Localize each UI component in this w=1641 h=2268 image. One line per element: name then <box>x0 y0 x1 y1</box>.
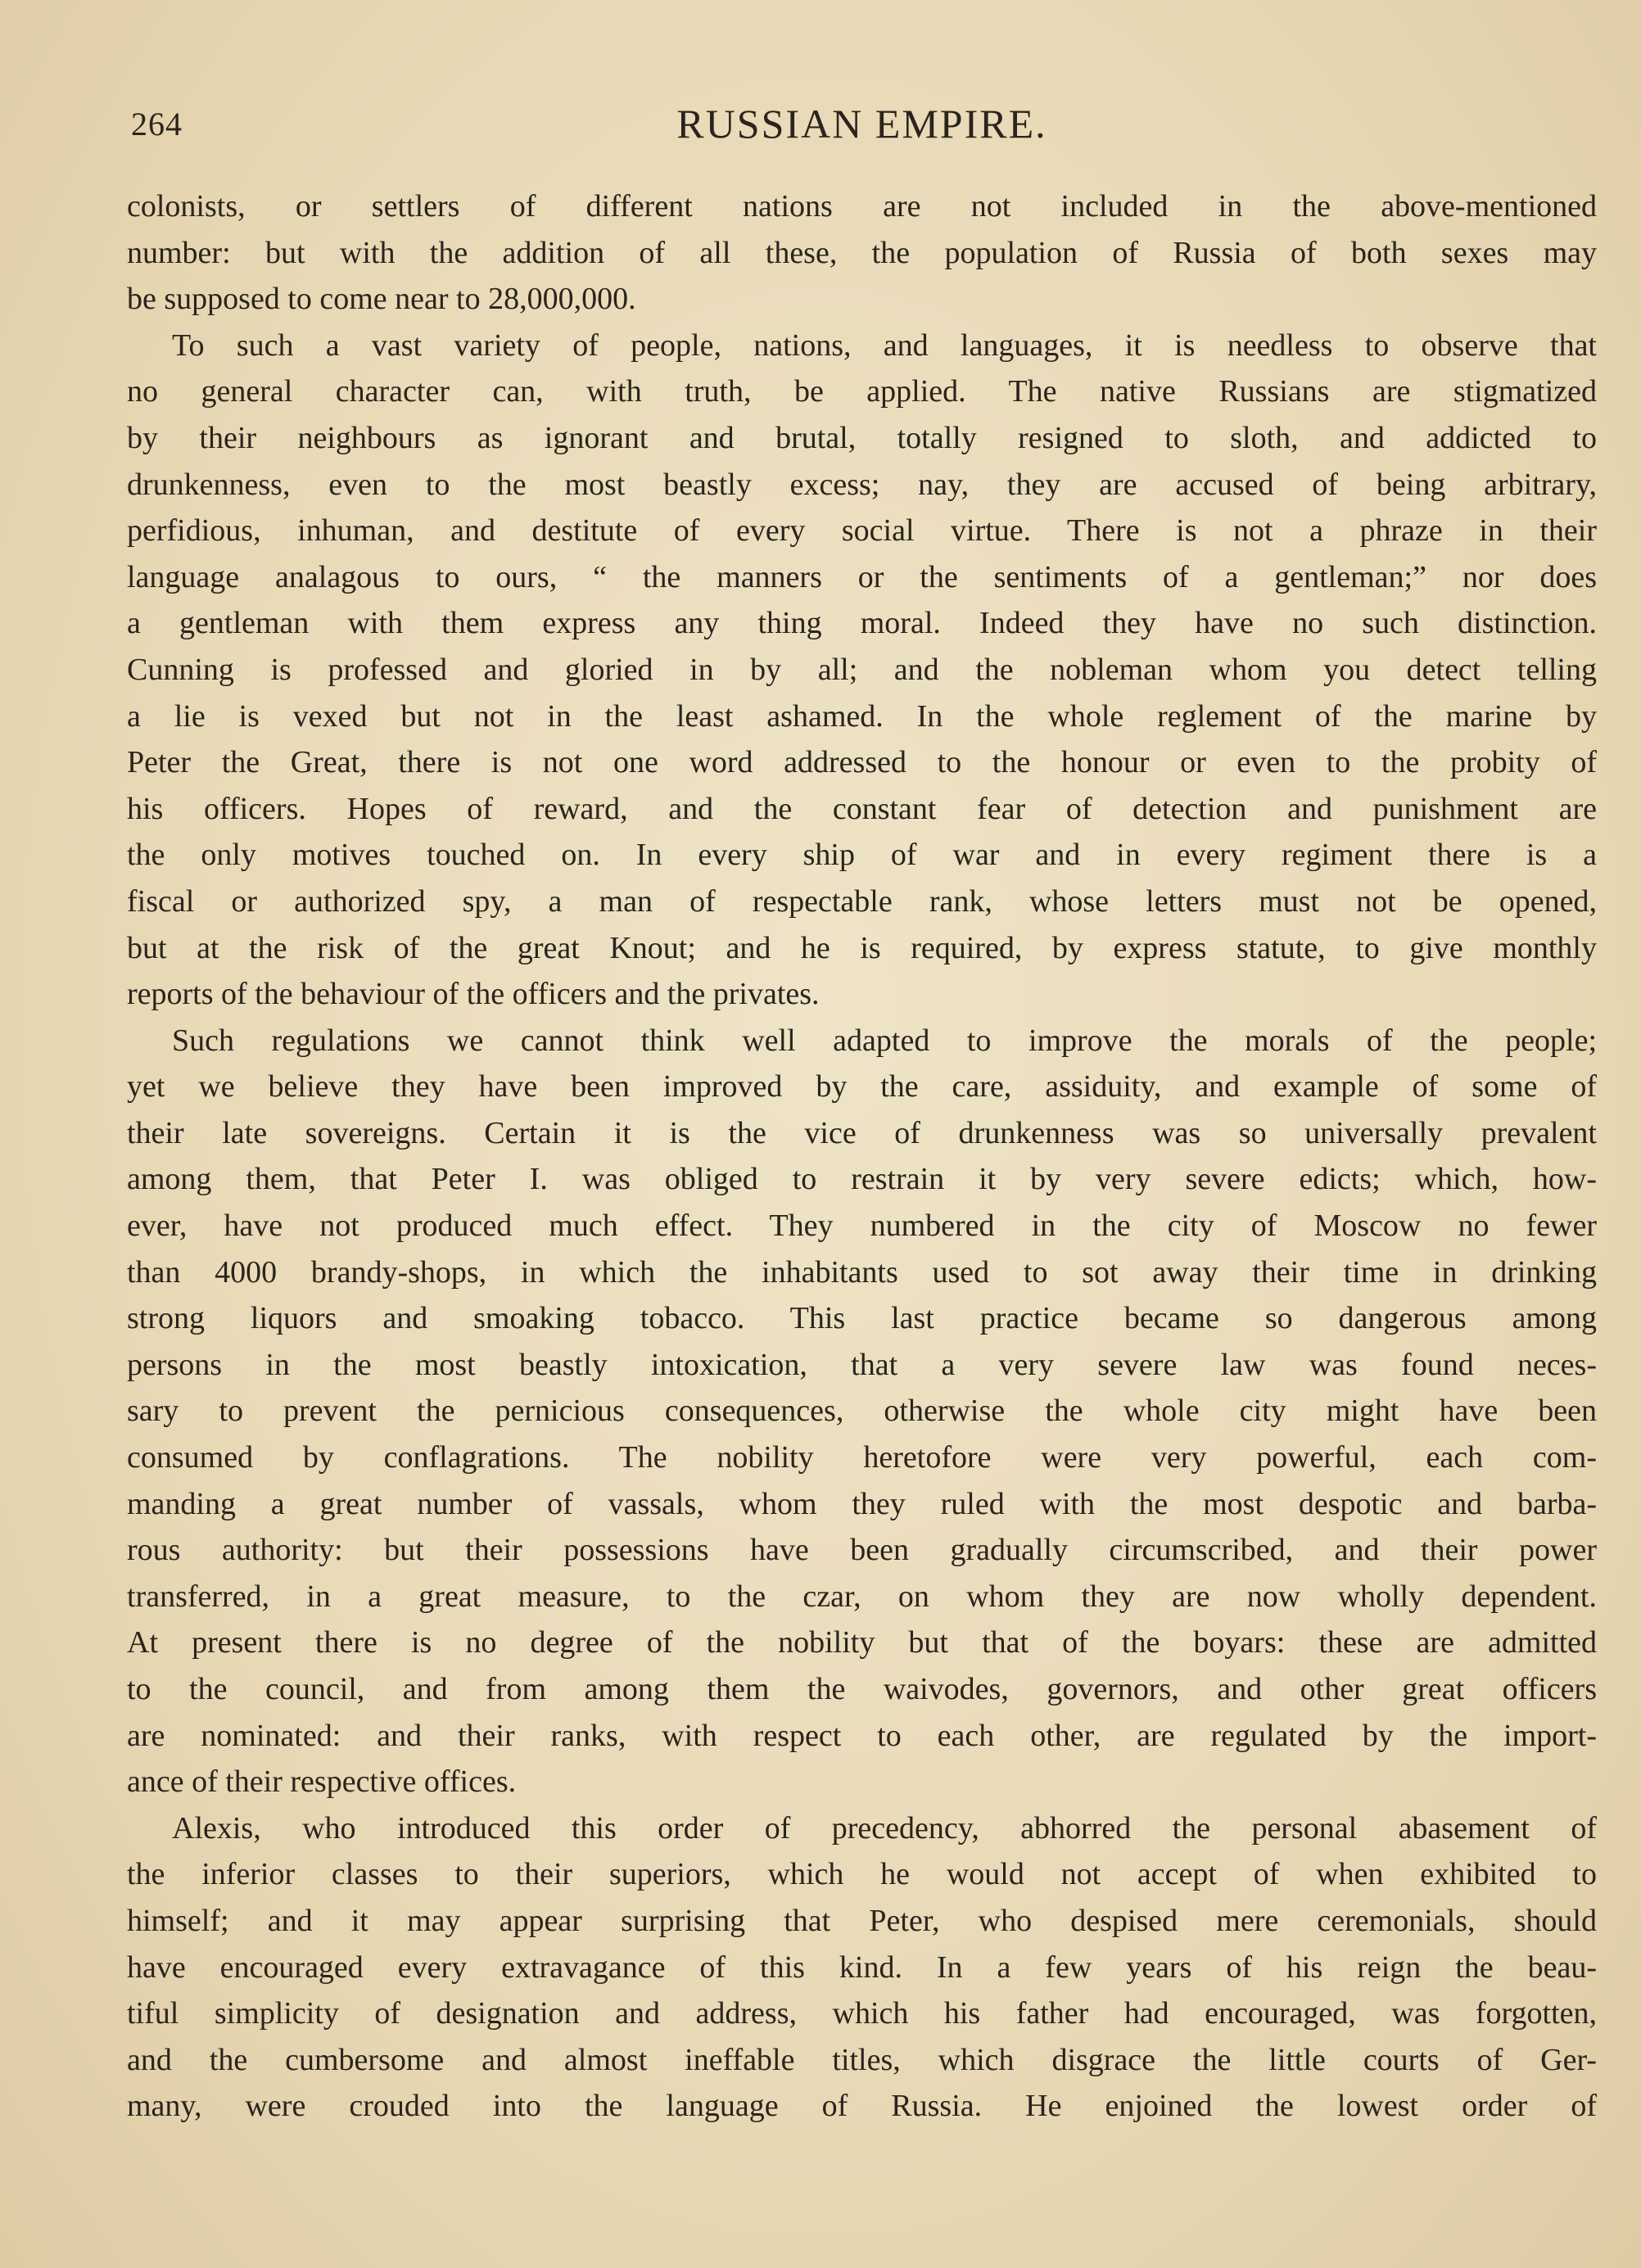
text-line: his officers. Hopes of reward, and the constant fear of detection and punishment are <box>127 791 1597 826</box>
text-line: their late sovereigns. Certain it is the vice of drunkenness was so universally prevalent <box>127 1115 1597 1150</box>
text-line: consumed by conflagrations. The nobility heretofore were very powerful, each com- <box>127 1440 1597 1475</box>
book-page <box>127 90 1597 2130</box>
text-line: Cunning is professed and gloried in by all; and the nobleman whom you detect telling <box>127 652 1597 687</box>
text-line: colonists, or settlers of different nations are not included in the above-mentioned <box>127 189 1597 224</box>
text-line: have encouraged every extravagance of this kind. In a few years of his reign the beau- <box>127 1949 1597 1985</box>
text-line: Peter the Great, there is not one word addressed to the honour or even to the probity of <box>127 745 1597 780</box>
text-line: Such regulations we cannot think well adapted to improve the morals of the people; <box>172 1023 1597 1058</box>
text-line: persons in the most beastly intoxication, that a very severe law was found neces- <box>127 1347 1597 1382</box>
text-line: Alexis, who introduced this order of precedency, abhorred the personal abasement of <box>172 1810 1597 1846</box>
text-line: himself; and it may appear surprising that Peter, who despised mere ceremonials, should <box>127 1903 1597 1938</box>
text-line: a lie is vexed but not in the least ashamed. In the whole reglement of the marine by <box>127 698 1597 734</box>
text-line: At present there is no degree of the nobility but that of the boyars: these are admitted <box>127 1625 1597 1660</box>
paragraph <box>127 1805 1597 2130</box>
text-line: yet we believe they have been improved by the care, assiduity, and example of some of <box>127 1069 1597 1105</box>
text-line: perfidious, inhuman, and destitute of every social virtue. There is not a phraze in their <box>127 513 1597 549</box>
page-number: 264 <box>131 106 183 142</box>
text-line: are nominated: and their ranks, with respect to each other, are regulated by the import- <box>127 1718 1597 1753</box>
text-line: ever, have not produced much effect. They numbered in the city of Moscow no fewer <box>127 1209 1597 1244</box>
text-line: language analagous to ours, “ the manners or the sentiments of a gentleman;” nor does <box>127 559 1597 594</box>
paragraph <box>127 1018 1597 1805</box>
text-line: rous authority: but their possessions have been gradually circumscribed, and their power <box>127 1533 1597 1568</box>
text-line: to the council, and from among them the waivodes, governors, and other great officers <box>127 1672 1597 1706</box>
text-line: ance of their respective offices. <box>127 1764 517 1800</box>
body-text <box>127 183 1597 2130</box>
text-line: the inferior classes to their superiors, which he would not accept of when exhibited to <box>127 1857 1597 1892</box>
text-line: To such a vast variety of people, nations, and languages, it is needless to observe that <box>172 328 1597 363</box>
text-line: tiful simplicity of designation and address, which his father had encouraged, was forgotten, <box>127 1996 1597 2031</box>
text-line: fiscal or authorized spy, a man of respectable rank, whose letters must not be opened, <box>127 883 1597 919</box>
text-line: manding a great number of vassals, whom they ruled with the most despotic and barba- <box>127 1486 1597 1521</box>
text-line: and the cumbersome and almost ineffable titles, which disgrace the little courts of Ger- <box>127 2042 1597 2077</box>
running-header <box>127 90 1597 164</box>
text-line: by their neighbours as ignorant and brutal, totally resigned to sloth, and addicted to <box>127 420 1597 455</box>
text-line: no general character can, with truth, be applied. The native Russians are stigmatized <box>127 374 1597 409</box>
text-line: than 4000 brandy-shops, in which the inhabitants used to sot away their time in drinking <box>127 1254 1597 1290</box>
text-line: many, were crouded into the language of Russia. He enjoined the lowest order of <box>127 2089 1597 2124</box>
text-line: the only motives touched on. In every ship of war and in every regiment there is a <box>127 838 1597 873</box>
text-line: transferred, in a great measure, to the czar, on whom they are now wholly dependent. <box>127 1579 1597 1614</box>
text-line: a gentleman with them express any thing moral. Indeed they have no such distinction. <box>127 606 1597 641</box>
running-title: RUSSIAN EMPIRE. <box>676 101 1047 147</box>
text-line: drunkenness, even to the most beastly excess; nay, they are accused of being arbitrary, <box>127 467 1597 502</box>
text-line: sary to prevent the pernicious consequences, otherwise the whole city might have been <box>127 1394 1597 1429</box>
text-line: strong liquors and smoaking tobacco. This last practice became so dangerous among <box>127 1301 1597 1336</box>
text-line: number: but with the addition of all these, the population of Russia of both sexes may <box>127 235 1597 270</box>
paragraph <box>127 323 1597 1018</box>
text-line: but at the risk of the great Knout; and he is required, by express statute, to give monthly <box>127 930 1597 965</box>
text-line: reports of the behaviour of the officers and the privates. <box>127 977 820 1012</box>
text-line: among them, that Peter I. was obliged to restrain it by very severe edicts; which, how- <box>127 1162 1597 1197</box>
paragraph <box>127 183 1597 323</box>
text-line: be supposed to come near to 28,000,000. <box>127 282 636 317</box>
